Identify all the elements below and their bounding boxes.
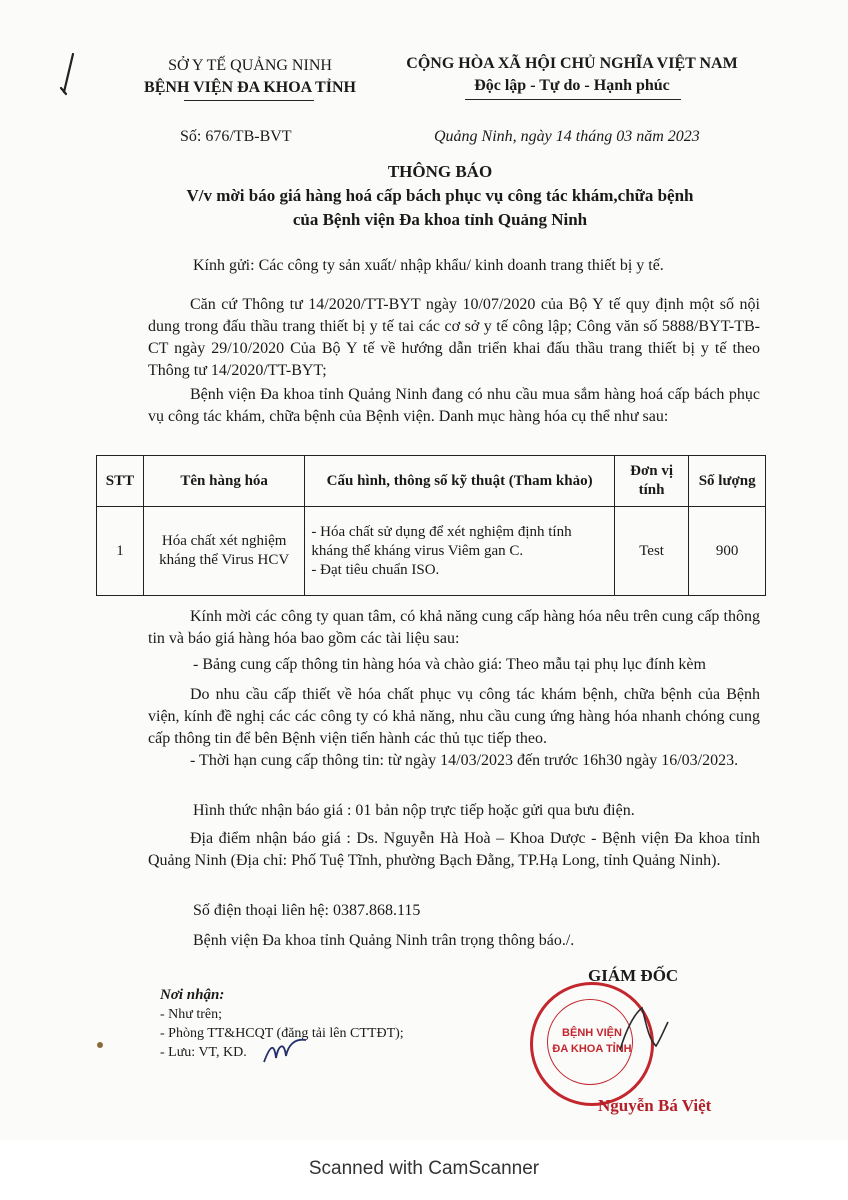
recipient-item: - Như trên; <box>160 1007 223 1022</box>
cell-unit: Test <box>614 507 689 596</box>
document-title: THÔNG BÁO <box>387 162 493 181</box>
scanner-watermark: Scanned with CamScanner <box>308 1158 540 1179</box>
recipients-title: Nơi nhận: <box>160 987 225 1003</box>
signer-position: GIÁM ĐỐC <box>588 966 679 985</box>
paragraph-phone: Số điện thoại liên hệ: 0387.868.115 <box>193 902 421 919</box>
handwritten-mark <box>58 52 78 101</box>
goods-table <box>96 455 766 596</box>
signer-name: Nguyễn Bá Việt <box>598 1096 712 1115</box>
cell-qty: 900 <box>689 507 766 596</box>
paragraph-invitation: Kính mời các công ty quan tâm, có khả năng cung cấp hàng hóa nêu trên cung cấp thông tin và báo giá hàng hóa bao gồm các tài liệu sau: <box>148 608 760 647</box>
agency-name: SỞ Y TẾ QUẢNG NINH <box>168 57 332 74</box>
place-date: Quảng Ninh, ngày 14 tháng 03 năm 2023 <box>434 128 700 145</box>
col-spec: Cấu hình, thông số kỹ thuật (Tham khảo) <box>305 456 614 507</box>
paragraph-need: Bệnh viện Đa khoa tỉnh Quảng Ninh đang có nhu cầu mua sắm hàng hoá cấp bách phục vụ công tác khám, chữa bệnh của Bệnh viện. Danh mục hàng hóa cụ thể như sau: <box>148 386 760 425</box>
document-number: Số: 676/TB-BVT <box>180 128 292 145</box>
cell-name: Hóa chất xét nghiệm kháng thể Virus HCV <box>143 507 305 596</box>
col-stt: STT <box>97 456 144 507</box>
title-block <box>120 160 760 232</box>
header-right <box>382 53 762 97</box>
cell-stt: 1 <box>97 507 144 596</box>
national-title: CỘNG HÒA XÃ HỘI CHỦ NGHĨA VIỆT NAM <box>406 55 738 72</box>
stamp-line-2: ĐA KHOA TỈNH <box>552 1043 632 1055</box>
recipient-item: - Phòng TT&HCQT (đăng tải lên CTTĐT); <box>160 1026 404 1041</box>
national-motto: Độc lập - Tự do - Hạnh phúc <box>474 77 670 94</box>
scan-speck <box>97 1042 103 1048</box>
paragraph-legal-basis: Căn cứ Thông tư 14/2020/TT-BYT ngày 10/07/2020 của Bộ Y tế quy định một số nội dung trong đấu thầu trang thiết bị y tế tai các cơ sở y tế công lập; Công văn số 5888/BYT-TB-CT ngày 29/10/2020 Của Bộ Y tế về hướng dẫn triển khai đấu thầu trang thiết bị y tế theo Thông tư 14/2020/TT-BYT; <box>148 296 760 379</box>
col-qty: Số lượng <box>689 456 766 507</box>
table-header-row <box>97 456 766 507</box>
stamp-line-1: BỆNH VIỆN <box>562 1027 622 1039</box>
paragraph-method: Hình thức nhận báo giá : 01 bản nộp trực tiếp hoặc gửi qua bưu điện. <box>193 802 635 819</box>
paragraph-documents: - Bảng cung cấp thông tin hàng hóa và chào giá: Theo mẫu tại phụ lục đính kèm <box>193 656 706 673</box>
paragraph-closing: Bệnh viện Đa khoa tỉnh Quảng Ninh trân trọng thông báo./. <box>193 932 575 949</box>
paragraph-deadline: - Thời hạn cung cấp thông tin: từ ngày 14/03/2023 đến trước 16h30 ngày 16/03/2023. <box>190 752 739 769</box>
signature-icon <box>612 1000 672 1065</box>
hospital-name: BỆNH VIỆN ĐA KHOA TỈNH <box>144 79 356 96</box>
header-left-underline <box>184 100 314 101</box>
header-right-underline <box>465 99 681 100</box>
initials-signature-icon <box>262 1036 308 1071</box>
recipient-item: - Lưu: VT, KD. <box>160 1045 247 1060</box>
paragraph-location: Địa điểm nhận báo giá : Ds. Nguyễn Hà Hoà – Khoa Dược - Bệnh viện Đa khoa tỉnh Quảng Ninh (Địa chỉ: Phố Tuệ Tĩnh, phường Bạch Đằng, TP.Hạ Long, tỉnh Quảng Ninh). <box>148 830 760 869</box>
document-subtitle-2: của Bệnh viện Đa khoa tỉnh Quảng Ninh <box>292 210 588 229</box>
table-row <box>97 507 766 596</box>
recipient-line: Kính gửi: Các công ty sản xuất/ nhập khẩu/ kinh doanh trang thiết bị y tế. <box>193 257 664 274</box>
cell-spec <box>305 507 614 596</box>
spec-line-1: - Hóa chất sử dụng để xét nghiệm định tính kháng thể kháng virus Viêm gan C. <box>311 523 572 559</box>
col-unit: Đơn vị tính <box>614 456 689 507</box>
spec-line-2: - Đạt tiêu chuẩn ISO. <box>311 561 440 578</box>
header-left <box>120 55 380 99</box>
paragraph-urgency: Do nhu cầu cấp thiết về hóa chất phục vụ công tác khám bệnh, chữa bệnh của Bệnh viện, kính đề nghị các các công ty có khả năng, nhu cầu cung ứng hàng hóa nhanh chóng cung cấp thông tin để bên Bệnh viện tiến hành các thủ tục tiếp theo. <box>148 686 760 747</box>
document-subtitle-1: V/v mời báo giá hàng hoá cấp bách phục vụ công tác khám,chữa bệnh <box>186 186 694 205</box>
col-name: Tên hàng hóa <box>143 456 305 507</box>
